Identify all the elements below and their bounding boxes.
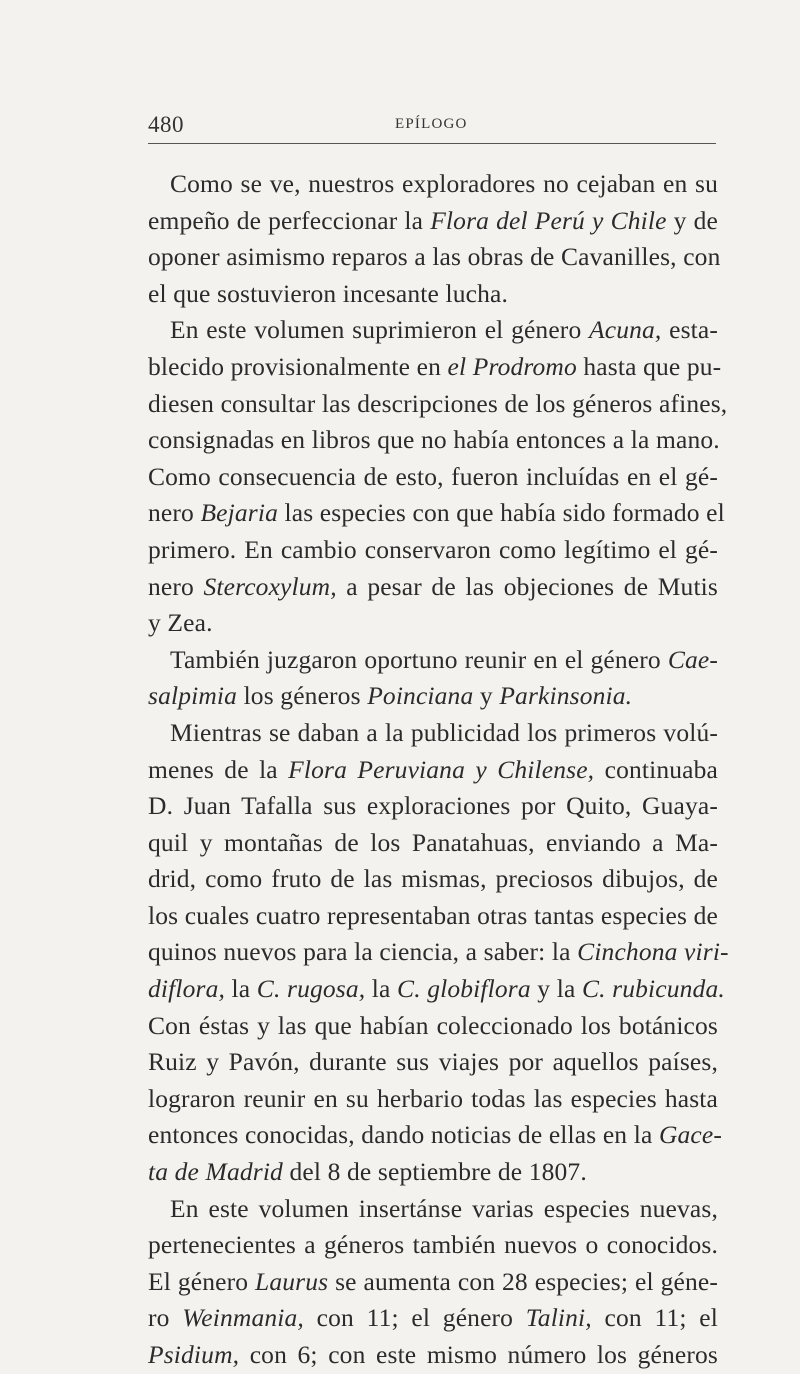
text-line (148, 642, 718, 679)
text-line (148, 1191, 718, 1228)
text-line (148, 678, 718, 715)
italic-text: Flora del Perú y Chile (430, 205, 667, 235)
text-line (148, 861, 718, 898)
text-line (148, 312, 718, 349)
text-line (148, 386, 728, 423)
text-run: Como consecuencia de esto, fueron incluídas en el gé- (148, 461, 718, 491)
text-line (148, 1227, 718, 1264)
text-run: D. Juan Tafalla sus exploraciones por Quito, Guaya- (148, 791, 718, 821)
text-run: ro (148, 1303, 183, 1333)
text-run: pertenecientes a géneros también nuevos o conocidos. (148, 1230, 718, 1260)
italic-text: Talini, (525, 1303, 592, 1333)
text-run: El género (148, 1266, 256, 1296)
text-line (148, 752, 718, 789)
text-line (148, 569, 718, 606)
text-run: oponer asimismo reparos a las obras de Cavanilles, con (148, 242, 721, 272)
italic-text: Psidium, (148, 1340, 240, 1369)
italic-text: Stercoxylum, (203, 571, 337, 601)
text-run: drid, como fruto de las mismas, preciosos dibujos, de (148, 864, 718, 894)
text-run: blecido provisionalmente en (148, 351, 448, 381)
text-run: lograron reunir en su herbario todas las especies hasta (148, 1083, 718, 1113)
text-line (148, 605, 718, 642)
text-run: Como se ve, nuestros exploradores no cejaban en su (170, 169, 718, 198)
italic-text: C. globiflora (397, 974, 531, 1004)
header-rule (148, 143, 716, 144)
italic-text: Flora Peruviana y Chilense, (288, 754, 595, 784)
text-run: con 11; el género (303, 1303, 526, 1333)
text-line (148, 422, 718, 459)
italic-text: Weinmania, (182, 1303, 304, 1333)
text-run: diesen consultar las descripciones de los géneros afines, (148, 388, 728, 418)
text-run: quinos nuevos para la ciencia, a saber: la (148, 937, 578, 967)
text-run: En este volumen insertánse varias especies nuevas, (170, 1193, 718, 1223)
italic-text: C. rubicunda. (581, 974, 725, 1004)
italic-text: Cae- (667, 644, 718, 674)
text-line (148, 934, 729, 971)
text-run: la (225, 974, 257, 1004)
italic-text: C. rugosa, (256, 974, 366, 1004)
page-header (148, 112, 716, 142)
italic-text: Poinciana (367, 681, 474, 711)
text-run: entonces conocidas, dando noticias de ellas en la (148, 1120, 659, 1150)
text-run: consignadas en libros que no había entonces a la mano. (148, 425, 720, 455)
text-run: se aumenta con 28 especies; el géne- (328, 1266, 718, 1296)
text-line (148, 1300, 718, 1337)
text-run: menes de la (148, 754, 289, 784)
text-run: esta- (661, 315, 718, 345)
text-line (148, 1044, 718, 1081)
running-head: EPÍLOGO (395, 116, 468, 132)
italic-text: Gace- (658, 1120, 722, 1150)
text-line (148, 532, 718, 569)
italic-text: salpimia (148, 681, 238, 711)
page-number: 480 (148, 112, 184, 137)
text-run: nero (148, 498, 201, 528)
text-line (148, 715, 718, 752)
text-line (148, 203, 718, 240)
text-line (148, 1337, 718, 1374)
text-run: Con éstas y las que habían coleccionado los botánicos (148, 1010, 718, 1040)
italic-text: Laurus (255, 1266, 329, 1296)
text-line (148, 495, 725, 532)
text-run: del 8 de septiembre de 1807. (282, 1157, 587, 1187)
text-run: y (473, 681, 500, 711)
text-line (148, 349, 722, 386)
text-line (148, 1154, 718, 1191)
text-run: En este volumen suprimieron el género (170, 315, 590, 345)
italic-text: Parkinsonia. (499, 681, 633, 711)
text-run: el que sostuvieron incesante lucha. (148, 278, 509, 308)
text-line (148, 459, 718, 496)
text-line (148, 1117, 722, 1154)
text-run: hasta que pu- (576, 351, 722, 381)
text-run: la (365, 974, 398, 1004)
text-run: Mientras se daban a la publicidad los primeros volú- (170, 717, 718, 747)
text-line (148, 825, 718, 862)
text-run: con 6; con este mismo número los géneros (239, 1340, 718, 1369)
text-run: quil y montañas de los Panatahuas, enviando a Ma- (148, 827, 718, 857)
italic-text: el Prodromo (447, 351, 577, 381)
text-run: nero (148, 571, 204, 601)
text-run: primero. En cambio conservaron como legítimo el gé- (148, 534, 718, 564)
text-line (148, 1081, 718, 1118)
text-run: continuaba (594, 754, 718, 784)
text-run: y Zea. (148, 608, 213, 638)
text-line (148, 898, 718, 935)
text-run: y de (666, 205, 718, 235)
italic-text: diflora, (148, 974, 226, 1004)
text-run: los cuales cuatro representaban otras tantas especies de (148, 900, 718, 930)
italic-text: Acuna, (589, 315, 662, 345)
text-run: con 11; el (591, 1303, 718, 1333)
italic-text: ta de Madrid (148, 1157, 283, 1187)
text-run: empeño de perfeccionar la (148, 205, 431, 235)
text-line (148, 166, 718, 203)
text-run: a pesar de las objeciones de Mutis (336, 571, 718, 601)
text-run: las especies con que había sido formado el (277, 498, 725, 528)
text-line (148, 1264, 718, 1301)
body-text (148, 166, 729, 1374)
text-run: También juzgaron oportuno reunir en el género (170, 644, 668, 674)
text-line (148, 239, 721, 276)
italic-text: Bejaria (200, 498, 278, 528)
text-line (148, 971, 725, 1008)
text-line (148, 1008, 718, 1045)
text-line (148, 276, 718, 313)
text-run: los géneros (237, 681, 368, 711)
italic-text: Cinchona viri- (577, 937, 729, 967)
text-run: Ruiz y Pavón, durante sus viajes por aquellos países, (148, 1047, 718, 1077)
text-line (148, 788, 718, 825)
text-run: y la (530, 974, 582, 1004)
